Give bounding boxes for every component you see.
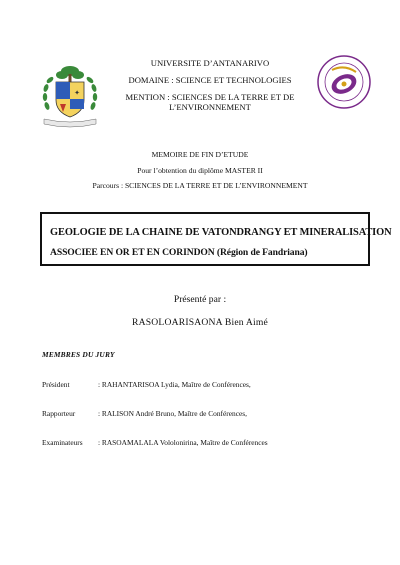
- jury-heading: MEMBRES DU JURY: [42, 350, 115, 359]
- jury-role: Examinateurs: [42, 438, 83, 447]
- author-name: RASOLOARISAONA Bien Aimé: [132, 317, 268, 328]
- memoire-block: [40, 150, 360, 197]
- jury-member-name: : RALISON André Bruno, Maître de Conférences,: [98, 409, 248, 418]
- jury-member-name: : RAHANTARISOA Lydia, Maître de Conférences,: [98, 380, 251, 389]
- institution-header: [110, 58, 310, 112]
- jury-member-row: [42, 438, 268, 447]
- diploma-line: Pour l’obtention du diplôme MASTER II: [137, 165, 263, 175]
- faculty-of-sciences-emblem-icon: [316, 54, 372, 110]
- svg-text:✦: ✦: [74, 89, 80, 97]
- thesis-title-line-1: GEOLOGIE DE LA CHAINE DE VATONDRANGY ET MINERALISATION: [50, 227, 392, 238]
- university-seal-icon: [36, 62, 104, 130]
- jury-role: Rapporteur: [42, 409, 76, 418]
- presented-by-label: Présenté par :: [173, 294, 227, 305]
- domain-line: DOMAINE : SCIENCE ET TECHNOLOGIES: [128, 75, 292, 85]
- jury-role: Président: [42, 380, 70, 389]
- thesis-title-line-2: ASSOCIEE EN OR ET EN CORINDON (Région de Fandriana): [50, 247, 308, 258]
- thesis-title-box: [40, 212, 392, 266]
- mention-line-2: L’ENVIRONNEMENT: [169, 102, 251, 112]
- memoire-title: MEMOIRE DE FIN D’ETUDE: [151, 150, 249, 159]
- jury-member-name: : RASOAMALALA Vololonirina, Maître de Conférences: [98, 438, 268, 447]
- jury-member-row: [42, 409, 247, 418]
- mention-line-1: MENTION : SCIENCES DE LA TERRE ET DE: [125, 92, 295, 102]
- parcours-line: Parcours : SCIENCES DE LA TERRE ET DE L’ENVIRONNEMENT: [92, 181, 308, 190]
- jury-member-row: [42, 380, 251, 389]
- university-name: UNIVERSITE D’ANTANARIVO: [150, 58, 270, 68]
